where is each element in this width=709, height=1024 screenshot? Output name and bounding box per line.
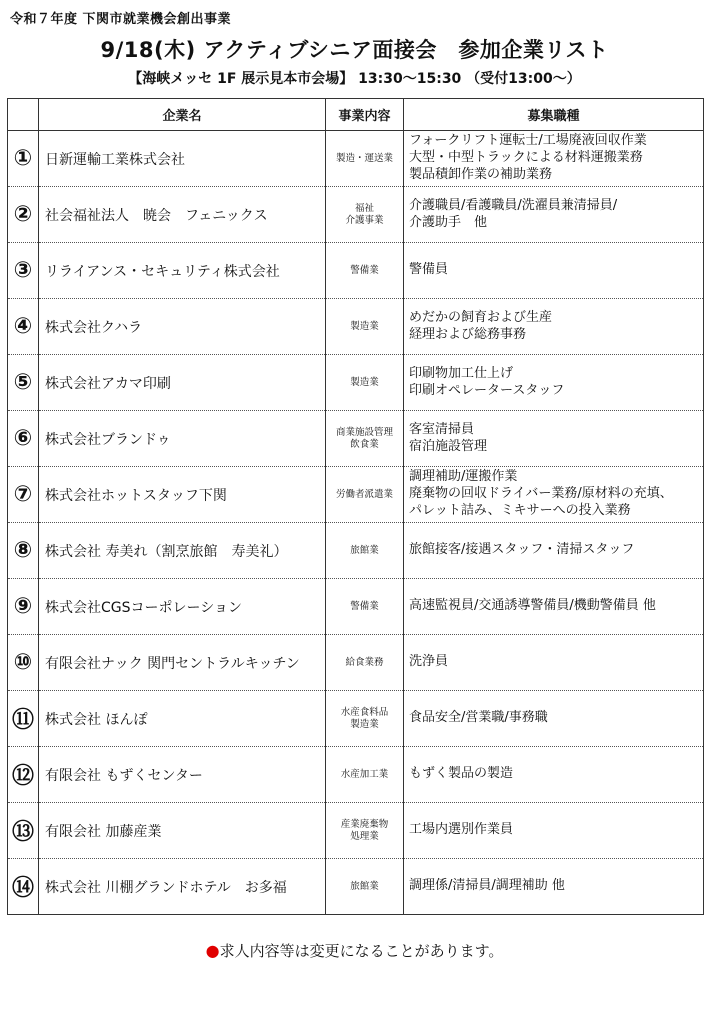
- table-row: [8, 299, 704, 355]
- table-row: [8, 131, 704, 187]
- company-name: 株式会社ホットスタッフ下関: [39, 467, 326, 523]
- company-name: 株式会社CGSコーポレーション: [39, 579, 326, 635]
- business-type: 水産加工業: [326, 747, 404, 803]
- table-header-row: [8, 99, 704, 131]
- row-number: ⑭: [8, 859, 39, 915]
- company-name: リライアンス・セキュリティ株式会社: [39, 243, 326, 299]
- table-row: [8, 803, 704, 859]
- business-type: 警備業: [326, 579, 404, 635]
- row-number: ⑬: [8, 803, 39, 859]
- business-type: 製造業: [326, 299, 404, 355]
- program-name: 令和７年度 下関市就業機会創出事業: [10, 12, 232, 27]
- business-type: 労働者派遣業: [326, 467, 404, 523]
- table-row: [8, 747, 704, 803]
- business-type: 給食業務: [326, 635, 404, 691]
- table-row: [8, 243, 704, 299]
- company-name: 株式会社アカマ印刷: [39, 355, 326, 411]
- disclaimer-text: 求人内容等は変更になることがあります。: [219, 942, 504, 960]
- job-types: 調理係/清掃員/調理補助 他: [404, 859, 704, 915]
- row-number: ②: [8, 187, 39, 243]
- job-types: 食品安全/営業職/事務職: [404, 691, 704, 747]
- job-types: 工場内選別作業員: [404, 803, 704, 859]
- business-type: 警備業: [326, 243, 404, 299]
- company-name: 社会福祉法人 暁会 フェニックス: [39, 187, 326, 243]
- row-number: ⑤: [8, 355, 39, 411]
- business-type: 水産食料品 製造業: [326, 691, 404, 747]
- table-row: [8, 523, 704, 579]
- row-number: ⑥: [8, 411, 39, 467]
- company-name: 日新運輸工業株式会社: [39, 131, 326, 187]
- row-number: ①: [8, 131, 39, 187]
- header-jobs: 募集職種: [404, 99, 704, 131]
- row-number: ⑧: [8, 523, 39, 579]
- header-company: 企業名: [39, 99, 326, 131]
- company-name: 有限会社ナック 関門セントラルキッチン: [39, 635, 326, 691]
- red-bullet-icon: ●: [205, 941, 220, 960]
- job-types: 洗浄員: [404, 635, 704, 691]
- business-type: 旅館業: [326, 523, 404, 579]
- company-list-table: [7, 98, 704, 915]
- job-types: 旅館接客/接遇スタッフ・清掃スタッフ: [404, 523, 704, 579]
- company-name: 株式会社 ほんぽ: [39, 691, 326, 747]
- table-row: [8, 355, 704, 411]
- row-number: ⑫: [8, 747, 39, 803]
- table-row: [8, 467, 704, 523]
- row-number: ④: [8, 299, 39, 355]
- table-row: [8, 635, 704, 691]
- company-name: 株式会社 川棚グランドホテル お多福: [39, 859, 326, 915]
- business-type: 旅館業: [326, 859, 404, 915]
- job-types: 介護職員/看護職員/洗濯員兼清掃員/ 介護助手 他: [404, 187, 704, 243]
- table-row: [8, 579, 704, 635]
- row-number: ⑦: [8, 467, 39, 523]
- row-number: ⑪: [8, 691, 39, 747]
- job-types: 警備員: [404, 243, 704, 299]
- disclaimer-note: [0, 940, 709, 961]
- page-title: 9/18(木) アクティブシニア面接会 参加企業リスト: [100, 38, 609, 62]
- company-name: 有限会社 加藤産業: [39, 803, 326, 859]
- company-name: 株式会社ブランドゥ: [39, 411, 326, 467]
- job-types: 調理補助/運搬作業 廃棄物の回収ドライバー業務/原材料の充填、 パレット詰み、ミキサーへの投入業務: [404, 467, 704, 523]
- table-row: [8, 691, 704, 747]
- row-number: ③: [8, 243, 39, 299]
- job-types: 客室清掃員 宿泊施設管理: [404, 411, 704, 467]
- business-type: 製造・運送業: [326, 131, 404, 187]
- company-name: 株式会社 寿美れ（割烹旅館 寿美礼）: [39, 523, 326, 579]
- row-number: ⑨: [8, 579, 39, 635]
- business-type: 福祉 介護事業: [326, 187, 404, 243]
- company-name: 有限会社 もずくセンター: [39, 747, 326, 803]
- job-types: 高速監視員/交通誘導警備員/機動警備員 他: [404, 579, 704, 635]
- table-row: [8, 411, 704, 467]
- header-business: 事業内容: [326, 99, 404, 131]
- venue-and-time: 【海峡メッセ 1F 展示見本市会場】 13:30～15:30 （受付13:00～）: [128, 71, 581, 87]
- business-type: 製造業: [326, 355, 404, 411]
- table-row: [8, 187, 704, 243]
- table-row: [8, 859, 704, 915]
- business-type: 商業施設管理 飲食業: [326, 411, 404, 467]
- header-number: [8, 99, 39, 131]
- row-number: ⑩: [8, 635, 39, 691]
- company-name: 株式会社クハラ: [39, 299, 326, 355]
- job-types: 印刷物加工仕上げ 印刷オペレータースタッフ: [404, 355, 704, 411]
- business-type: 産業廃棄物 処理業: [326, 803, 404, 859]
- job-types: めだかの飼育および生産 経理および総務事務: [404, 299, 704, 355]
- job-types: もずく製品の製造: [404, 747, 704, 803]
- job-types: フォークリフト運転士/工場廃液回収作業 大型・中型トラックによる材料運搬業務 製品積卸作業の補助業務: [404, 131, 704, 187]
